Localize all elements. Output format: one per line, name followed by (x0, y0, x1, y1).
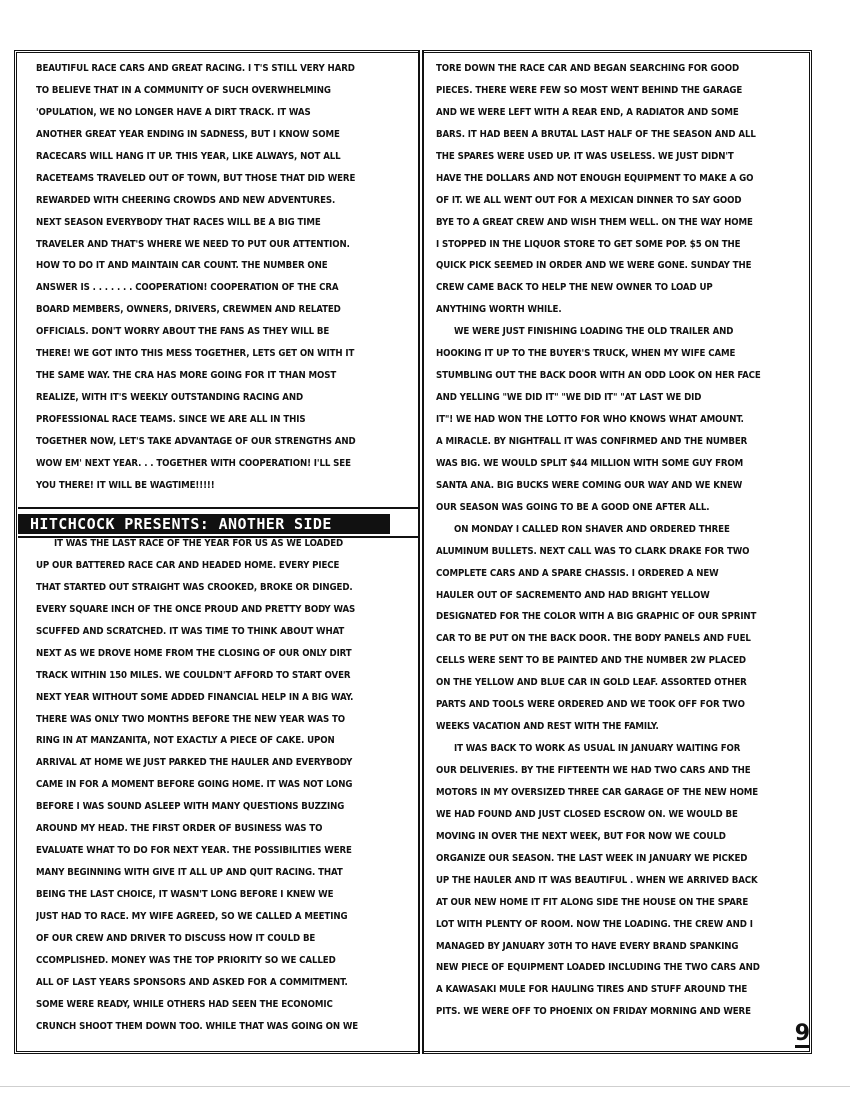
text-line: THE SPARES WERE USED UP. IT WAS USELESS. WE JUST DIDN'T (436, 150, 734, 162)
text-line: HAULER OUT OF SACREMENTO AND HAD BRIGHT YELLOW (436, 589, 710, 601)
text-line: HAVE THE DOLLARS AND NOT ENOUGH EQUIPMENT TO MAKE A GO (436, 172, 754, 184)
text-line: OFFICIALS. DON'T WORRY ABOUT THE FANS AS THEY WILL BE (36, 326, 330, 338)
text-line: IT WAS BACK TO WORK AS USUAL IN JANUARY WAITING FOR (454, 743, 741, 755)
text-line: RING IN AT MANZANITA, NOT EXACTLY A PIECE OF CAKE. UPON (36, 735, 335, 747)
text-line: NEW PIECE OF EQUIPMENT LOADED INCLUDING THE TWO CARS AND (436, 962, 760, 974)
text-line: RACECARS WILL HANG IT UP. THIS YEAR, LIKE ALWAYS, NOT ALL (36, 150, 341, 162)
text-line: AROUND MY HEAD. THE FIRST ORDER OF BUSINESS WAS TO (36, 823, 323, 835)
text-line: BARS. IT HAD BEEN A BRUTAL LAST HALF OF THE SEASON AND ALL (436, 128, 756, 140)
page-number: 9 (794, 1021, 810, 1046)
text-line: BEAUTIFUL RACE CARS AND GREAT RACING. I T'S STILL VERY HARD (36, 63, 355, 74)
text-line: AND YELLING "WE DID IT" "WE DID IT" "AT LAST WE DID (436, 392, 702, 404)
text-line: OUR DELIVERIES. BY THE FIFTEENTH WE HAD TWO CARS AND THE (436, 765, 751, 776)
text-line: AT OUR NEW HOME IT FIT ALONG SIDE THE HOUSE ON THE SPARE (436, 896, 749, 908)
text-line: WE HAD FOUND AND JUST CLOSED ESCROW ON. WE WOULD BE (436, 808, 738, 820)
text-line: QUICK PICK SEEMED IN ORDER AND WE WERE GONE. SUNDAY THE (436, 260, 752, 272)
text-line: BOARD MEMBERS, OWNERS, DRIVERS, CREWMEN AND RELATED (36, 304, 341, 316)
text-line: CRUNCH SHOOT THEM DOWN TOO. WHILE THAT WAS GOING ON WE (36, 1020, 359, 1032)
text-line: A MIRACLE. BY NIGHTFALL IT WAS CONFIRMED AND THE NUMBER (436, 435, 748, 447)
text-line: NEXT SEASON EVERYBODY THAT RACES WILL BE A BIG TIME (36, 216, 321, 228)
text-line: CAME IN FOR A MOMENT BEFORE GOING HOME. IT WAS NOT LONG (36, 779, 353, 791)
text-line: ALUMINUM BULLETS. NEXT CALL WAS TO CLARK DRAKE FOR TWO (436, 545, 750, 557)
text-line: SOME WERE READY, WHILE OTHERS HAD SEEN THE ECONOMIC (36, 998, 333, 1010)
text-line: PITS. WE WERE OFF TO PHOENIX ON FRIDAY MORNING AND WERE (436, 1006, 751, 1018)
text-line: HOOKING IT UP TO THE BUYER'S TRUCK, WHEN MY WIFE CAME (436, 348, 736, 360)
text-line: EVERY SQUARE INCH OF THE ONCE PROUD AND PRETTY BODY WAS (36, 603, 356, 615)
text-line: ON MONDAY I CALLED RON SHAVER AND ORDERED THREE (454, 523, 730, 535)
text-line: ORGANIZE OUR SEASON. THE LAST WEEK IN JANUARY WE PICKED (436, 852, 748, 864)
text-line: ANOTHER GREAT YEAR ENDING IN SADNESS, BUT I KNOW SOME (36, 128, 340, 140)
text-line: CCOMPLISHED. MONEY WAS THE TOP PRIORITY SO WE CALLED (36, 954, 336, 966)
right-column (428, 58, 806, 1023)
text-line: MOTORS IN MY OVERSIZED THREE CAR GARAGE OF THE NEW HOME (436, 786, 759, 798)
text-line: CAR TO BE PUT ON THE BACK DOOR. THE BODY PANELS AND FUEL (436, 633, 751, 645)
text-line: ON THE YELLOW AND BLUE CAR IN GOLD LEAF. ASSORTED OTHER (436, 677, 747, 689)
text-line: WOW EM' NEXT YEAR. . . TOGETHER WITH COOPERATION! I'LL SEE (36, 457, 351, 469)
text-line: I STOPPED IN THE LIQUOR STORE TO GET SOME POP. $5 ON THE (436, 238, 741, 250)
text-line: PIECES. THERE WERE FEW SO MOST WENT BEHIND THE GARAGE (436, 84, 743, 96)
text-line: ANYTHING WORTH WHILE. (436, 304, 562, 316)
text-line: WAS BIG. WE WOULD SPLIT $44 MILLION WITH SOME GUY FROM (436, 457, 744, 469)
text-line: REWARDED WITH CHEERING CROWDS AND NEW ADVENTURES. (36, 194, 336, 206)
text-line: ARRIVAL AT HOME WE JUST PARKED THE HAULER AND EVERYBODY (36, 757, 353, 769)
text-line: TO BELIEVE THAT IN A COMMUNITY OF SUCH OVERWHELMING (36, 84, 331, 96)
text-line: WE WERE JUST FINISHING LOADING THE OLD TRAILER AND (454, 326, 734, 338)
text-line: CREW CAME BACK TO HELP THE NEW OWNER TO LOAD UP (436, 282, 713, 294)
text-line: CELLS WERE SENT TO BE PAINTED AND THE NUMBER 2W PLACED (436, 655, 746, 667)
text-line: MANAGED BY JANUARY 30TH TO HAVE EVERY BRAND SPANKING (436, 940, 739, 952)
text-line: OF OUR CREW AND DRIVER TO DISCUSS HOW IT COULD BE (36, 932, 316, 944)
text-line: RACETEAMS TRAVELED OUT OF TOWN, BUT THOSE THAT DID WERE (36, 172, 356, 184)
text-line: SANTA ANA. BIG BUCKS WERE COMING OUR WAY AND WE KNEW (436, 479, 743, 491)
left-column-article (22, 533, 414, 1038)
text-line: THERE WAS ONLY TWO MONTHS BEFORE THE NEW YEAR WAS TO (36, 713, 346, 725)
text-line: AND WE WERE LEFT WITH A REAR END, A RADIATOR AND SOME (436, 106, 739, 118)
text-line: ANSWER IS . . . . . . . COOPERATION! COOPERATION OF THE CRA (36, 282, 339, 294)
text-line: MOVING IN OVER THE NEXT WEEK, BUT FOR NOW WE COULD (436, 830, 726, 842)
banner-top-rule (18, 507, 418, 509)
text-line: NEXT AS WE DROVE HOME FROM THE CLOSING OF OUR ONLY DIRT (36, 647, 352, 659)
text-line: PARTS AND TOOLS WERE ORDERED AND WE TOOK OFF FOR TWO (436, 699, 745, 711)
right-column-text (436, 58, 796, 1023)
text-line: PROFESSIONAL RACE TEAMS. SINCE WE ARE ALL IN THIS (36, 414, 306, 425)
text-line: DESIGNATED FOR THE COLOR WITH A BIG GRAPHIC OF OUR SPRINT (436, 611, 757, 623)
left-column (22, 58, 414, 497)
left-column-text-top (36, 58, 408, 497)
text-line: THE SAME WAY. THE CRA HAS MORE GOING FOR IT THAN MOST (36, 370, 337, 382)
left-column-text-bottom (36, 533, 408, 1038)
text-line: HOW TO DO IT AND MAINTAIN CAR COUNT. THE NUMBER ONE (36, 260, 328, 272)
scan-edge-rule (0, 1086, 850, 1087)
text-line: UP THE HAULER AND IT WAS BEAUTIFUL . WHEN WE ARRIVED BACK (436, 874, 758, 886)
text-line: 'OPULATION, WE NO LONGER HAVE A DIRT TRACK. IT WAS (36, 106, 311, 118)
text-line: JUST HAD TO RACE. MY WIFE AGREED, SO WE CALLED A MEETING (36, 910, 348, 922)
text-line: TORE DOWN THE RACE CAR AND BEGAN SEARCHING FOR GOOD (436, 63, 740, 74)
text-line: THAT STARTED OUT STRAIGHT WAS CROOKED, BROKE OR DINGED. (36, 581, 353, 593)
text-line: YOU THERE! IT WILL BE WAGTIME!!!!! (36, 479, 215, 491)
text-line: A KAWASAKI MULE FOR HAULING TIRES AND STUFF AROUND THE (436, 984, 748, 996)
article-banner: HITCHCOCK PRESENTS: ANOTHER SIDE (18, 514, 390, 534)
text-line: BEFORE I WAS SOUND ASLEEP WITH MANY QUESTIONS BUZZING (36, 801, 345, 813)
text-line: BYE TO A GREAT CREW AND WISH THEM WELL. ON THE WAY HOME (436, 216, 753, 228)
text-line: STUMBLING OUT THE BACK DOOR WITH AN ODD LOOK ON HER FACE (436, 370, 761, 382)
column-divider (418, 50, 424, 1054)
text-line: EVALUATE WHAT TO DO FOR NEXT YEAR. THE POSSIBILITIES WERE (36, 845, 352, 857)
text-line: IT"! WE HAD WON THE LOTTO FOR WHO KNOWS WHAT AMOUNT. (436, 414, 744, 425)
text-line: SCUFFED AND SCRATCHED. IT WAS TIME TO THINK ABOUT WHAT (36, 625, 345, 637)
text-line: BEING THE LAST CHOICE, IT WASN'T LONG BEFORE I KNEW WE (36, 889, 334, 900)
text-line: UP OUR BATTERED RACE CAR AND HEADED HOME. EVERY PIECE (36, 559, 340, 571)
text-line: THERE! WE GOT INTO THIS MESS TOGETHER, LETS GET ON WITH IT (36, 348, 355, 360)
text-line: LOT WITH PLENTY OF ROOM. NOW THE LOADING. THE CREW AND I (436, 918, 753, 930)
text-line: COMPLETE CARS AND A SPARE CHASSIS. I ORDERED A NEW (436, 567, 719, 579)
text-line: IT WAS THE LAST RACE OF THE YEAR FOR US AS WE LOADED (54, 538, 344, 549)
text-line: REALIZE, WITH IT'S WEEKLY OUTSTANDING RACING AND (36, 392, 304, 404)
text-line: MANY BEGINNING WITH GIVE IT ALL UP AND QUIT RACING. THAT (36, 867, 343, 879)
text-line: NEXT YEAR WITHOUT SOME ADDED FINANCIAL HELP IN A BIG WAY. (36, 691, 354, 703)
text-line: OF IT. WE ALL WENT OUT FOR A MEXICAN DINNER TO SAY GOOD (436, 194, 742, 206)
text-line: OUR SEASON WAS GOING TO BE A GOOD ONE AFTER ALL. (436, 501, 710, 513)
text-line: TRACK WITHIN 150 MILES. WE COULDN'T AFFORD TO START OVER (36, 669, 351, 681)
text-line: TOGETHER NOW, LET'S TAKE ADVANTAGE OF OUR STRENGTHS AND (36, 435, 356, 447)
text-line: ALL OF LAST YEARS SPONSORS AND ASKED FOR A COMMITMENT. (36, 976, 348, 988)
text-line: WEEKS VACATION AND REST WITH THE FAMILY. (436, 721, 659, 733)
text-line: TRAVELER AND THAT'S WHERE WE NEED TO PUT OUR ATTENTION. (36, 238, 350, 250)
